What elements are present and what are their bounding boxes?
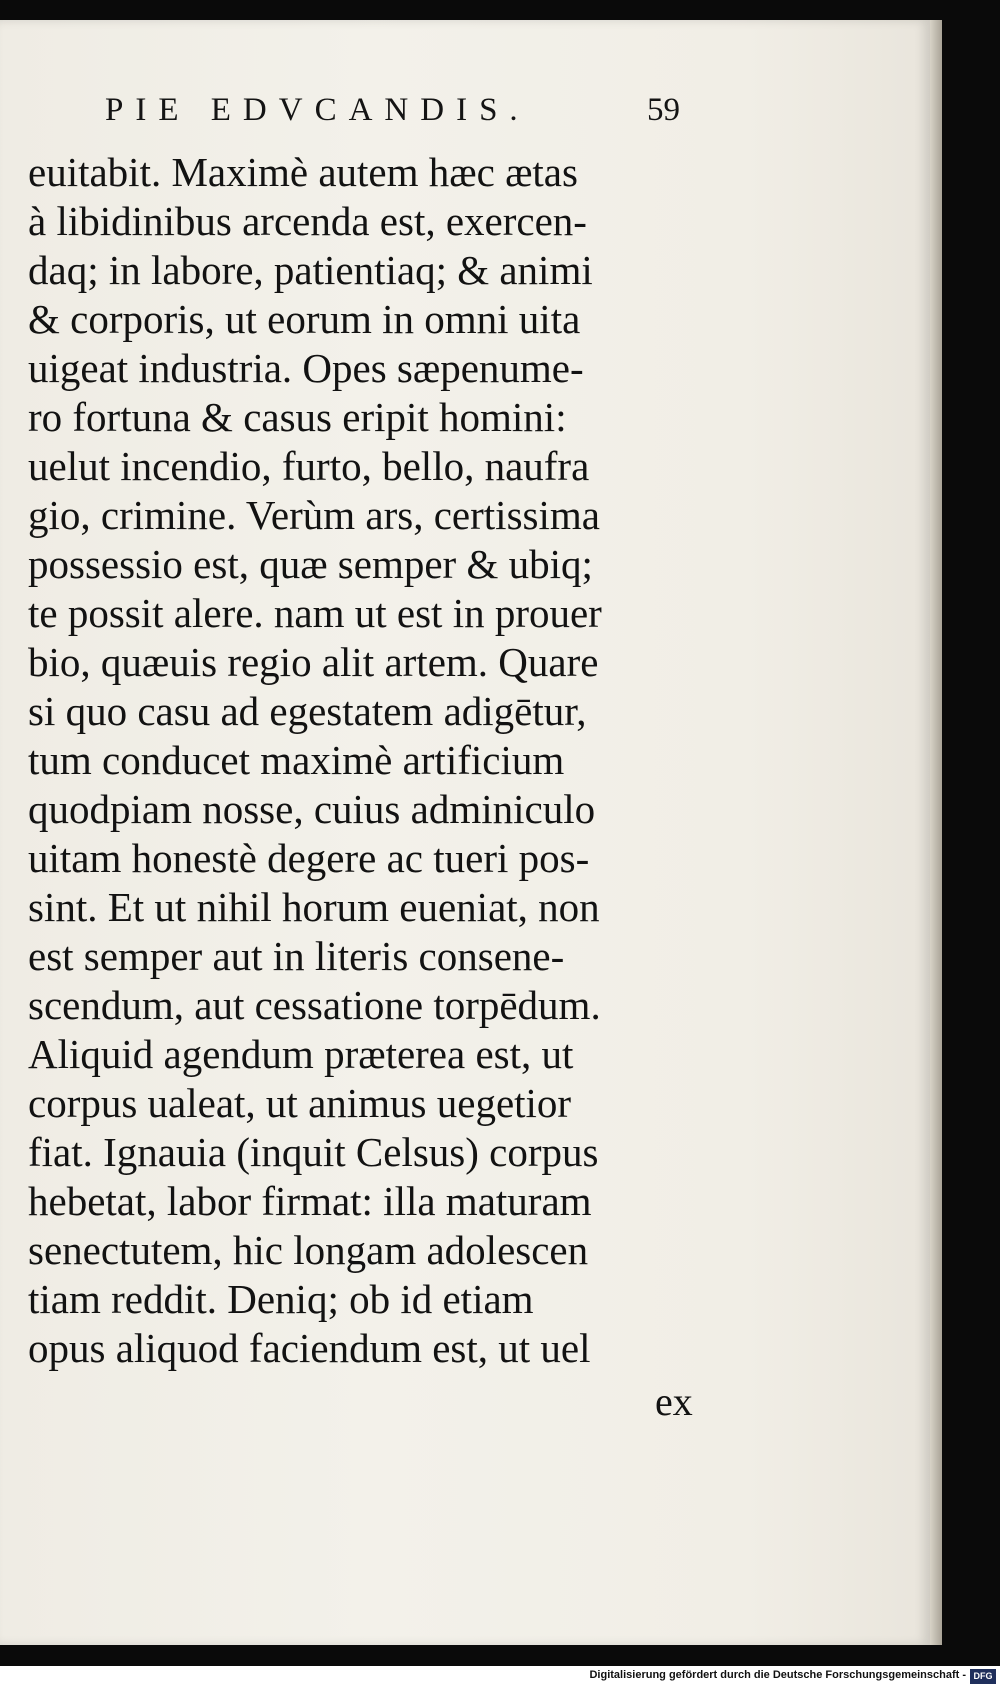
text-line: sint. Et ut nihil horum eueniat, non [28,884,600,930]
text-line: uigeat industria. Opes sæpenume- [28,345,584,391]
running-title: PIE EDVCANDIS. [105,92,530,128]
page-number: 59 [647,92,680,128]
text-line: est semper aut in literis consene- [28,933,565,979]
body-text [28,148,708,1373]
text-line: scendum, aut cessatione torpēdum. [28,982,601,1028]
text-line: hebetat, labor firmat: illa maturam [28,1178,592,1224]
footer-bar [0,1666,1000,1690]
digitization-credit: Digitalisierung gefördert durch die Deutsche Forschungsgemeinschaft - [589,1669,966,1681]
text-line: bio, quæuis regio alit artem. Quare [28,639,599,685]
text-line: corpus ualeat, ut animus uegetior [28,1080,572,1126]
page-edge [930,20,942,1645]
text-line: tiam reddit. Deniq; ob id etiam [28,1276,534,1322]
text-line: uelut incendio, furto, bello, naufra [28,443,590,489]
text-line: euitabit. Maximè autem hæc ætas [28,149,578,195]
catchword: ex [655,1379,693,1424]
text-line: possessio est, quæ semper & ubiq; [28,541,593,587]
dfg-logo-icon: DFG [970,1669,996,1684]
text-line: te possit alere. nam ut est in prouer [28,590,602,636]
text-line: opus aliquod faciendum est, ut uel [28,1325,591,1371]
text-line: quodpiam nosse, cuius adminiculo [28,786,596,832]
text-line: senectutem, hic longam adolescen [28,1227,589,1273]
text-line: ro fortuna & casus eripit homini: [28,394,567,440]
text-line: daq; in labore, patientiaq; & animi [28,247,593,293]
text-line: fiat. Ignauia (inquit Celsus) corpus [28,1129,599,1175]
text-line: & corporis, ut eorum in omni uita [28,296,581,342]
text-line: gio, crimine. Verùm ars, certissima [28,492,600,538]
text-line: Aliquid agendum præterea est, ut [28,1031,574,1077]
text-line: tum conducet maximè artificium [28,737,565,783]
text-line: si quo casu ad egestatem adigētur, [28,688,587,734]
running-header [105,92,680,129]
text-line: uitam honestè degere ac tueri pos- [28,835,590,881]
text-line: à libidinibus arcenda est, exercen- [28,198,587,244]
